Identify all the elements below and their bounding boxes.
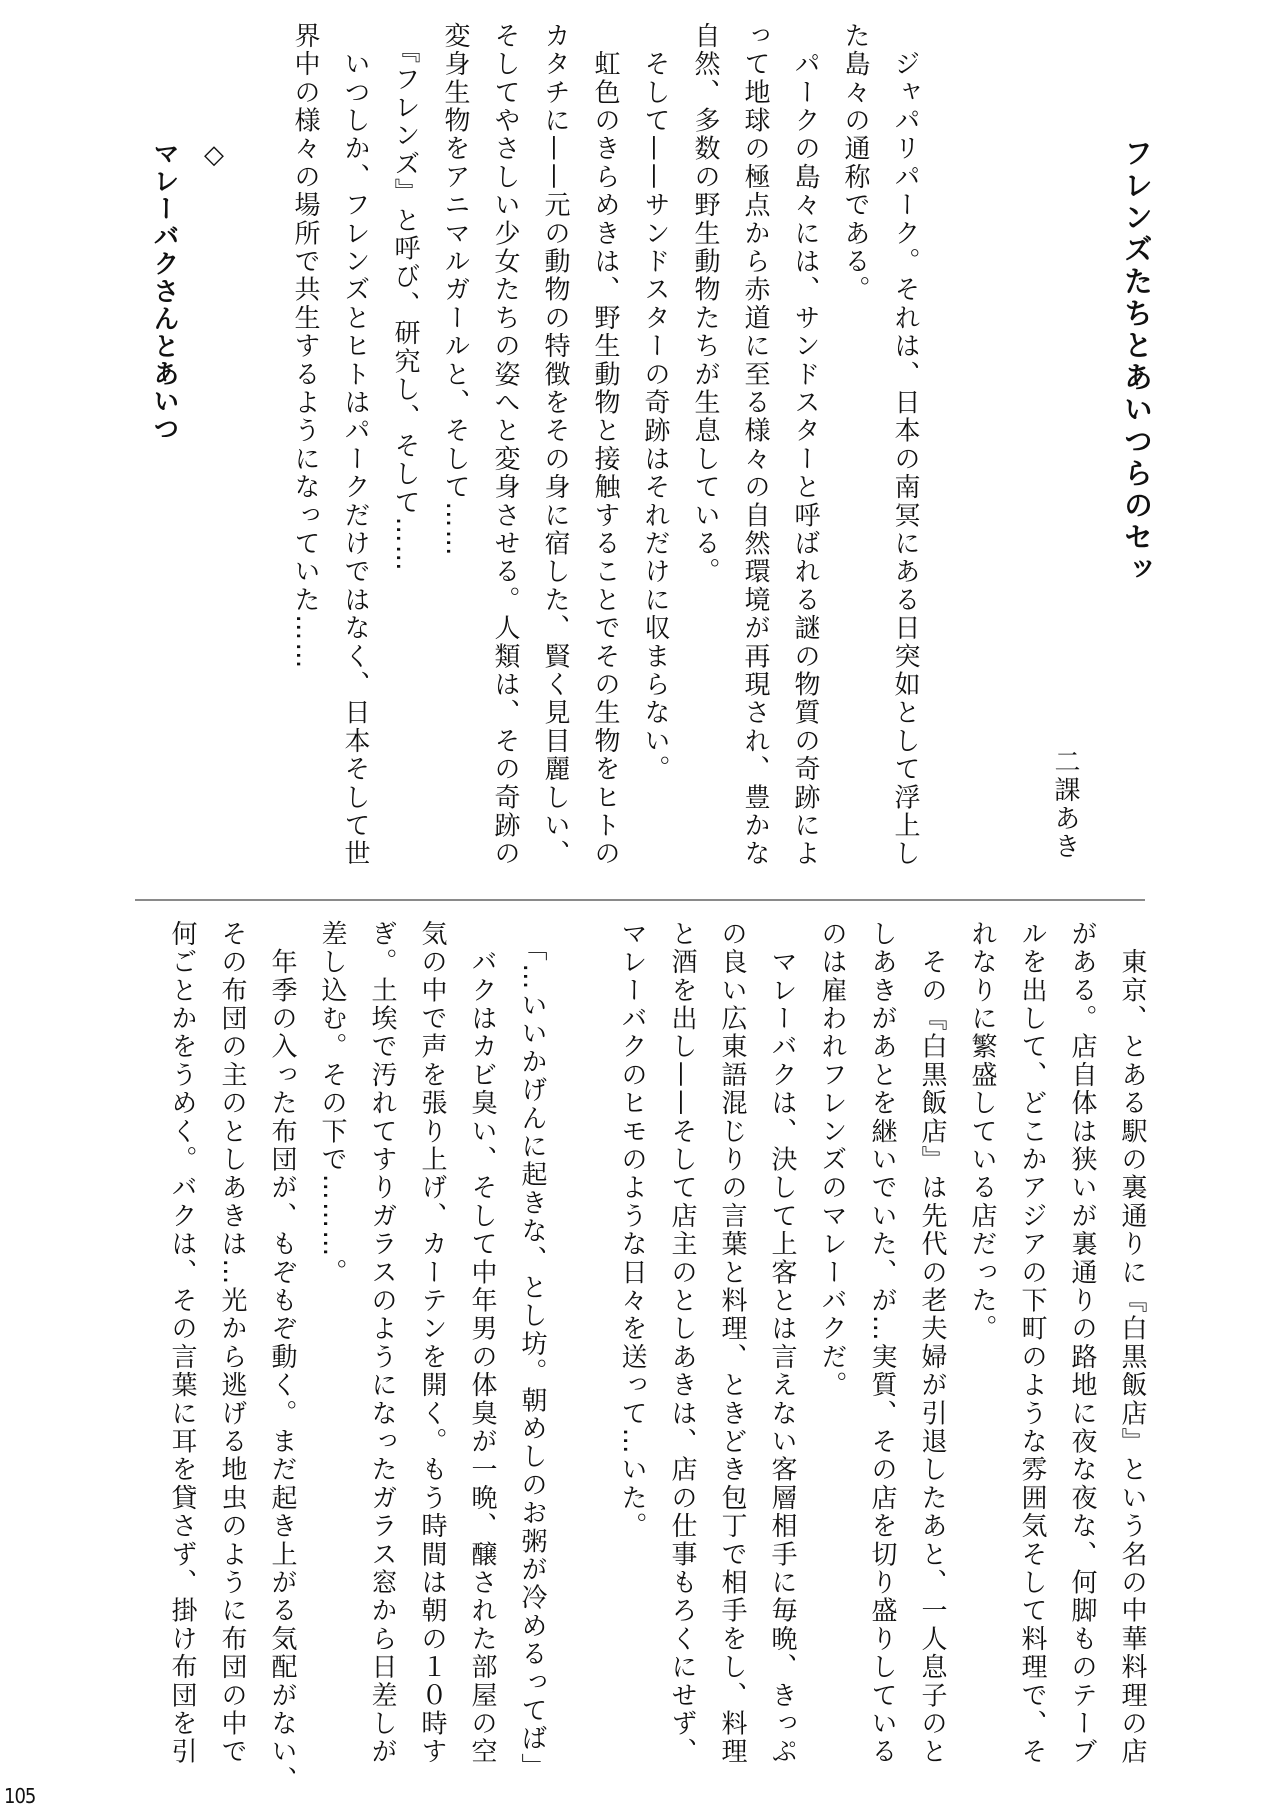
text-line: がある。店自体は狭いが裏通りの路地に夜な夜な、何脚ものテーブ — [1067, 920, 1097, 1766]
author-name: 二課あき — [1050, 748, 1080, 861]
text-line: 差し込む。その下で………。 — [317, 920, 347, 1287]
text-line: 年季の入った布団が、もぞもぞ動く。まだ起き上がる気配がない、 — [267, 920, 297, 1795]
text-line: 「…いいかげんに起きな、とし坊。朝めしのお粥が冷めるってば」 — [517, 920, 547, 1782]
text-line: そして——サンドスターの奇跡はそれだけに収まらない。 — [640, 22, 670, 784]
section-heading — [149, 140, 239, 443]
story-title: フレンズたちとあいつらのセッ — [1120, 138, 1154, 586]
text-line: れなりに繁盛している店だった。 — [967, 920, 997, 1343]
text-line: 虹色のきらめきは、野生動物と接触することでその生物をヒトの — [590, 22, 620, 868]
text-line: 『フレンズ』と呼び、研究し、そして…… — [390, 22, 420, 573]
text-line: のは雇われフレンズのマレーバクだ。 — [817, 920, 847, 1400]
text-line: その布団の主のとしあきは…光から逃げる地虫のように布団の中で — [217, 920, 247, 1766]
story-text-block — [157, 920, 1157, 1795]
text-line: 気の中で声を張り上げ、カーテンを開く。もう時間は朝の１０時す — [417, 920, 447, 1766]
section-heading-text: マレーバクさんとあいつ — [149, 140, 179, 443]
text-line: マレーバクのヒモのような日々を送って…いた。 — [617, 920, 647, 1541]
text-line: 変身生物をアニマルガールと、そして…… — [440, 22, 470, 558]
diamond-icon: ◇ — [199, 140, 229, 172]
text-line: ぎ。土埃で汚れてすりガラスのようになったガラス窓から日差しが — [367, 920, 397, 1766]
text-line: そしてやさしい少女たちの姿へと変身させる。人類は、その奇跡の — [490, 22, 520, 868]
text-line: 界中の様々の場所で共生するようになっていた…… — [290, 22, 320, 671]
text-line: その『白黒飯店』は先代の老夫婦が引退したあと、一人息子のと — [917, 920, 947, 1766]
text-line: 自然、多数の野生動物たちが生息している。 — [690, 22, 720, 586]
text-line — [557, 920, 607, 1790]
text-line: パークの島々には、サンドスターと呼ばれる謎の物質の奇跡によ — [790, 22, 820, 868]
text-line: ルを出して、どこかアジアの下町のような雰囲気そして料理で、そ — [1017, 920, 1047, 1766]
text-line: 何ごとかをうめく。バクは、その言葉に耳を貸さず、掛け布団を引 — [167, 920, 197, 1766]
text-line: カタチに——元の動物の特徴をその身に宿した、賢く見目麗しい、 — [540, 22, 570, 868]
text-line: いつしか、フレンズとヒトはパークだけではなく、日本そして世 — [340, 22, 370, 868]
text-line: って地球の極点から赤道に至る様々の自然環境が再現され、豊かな — [740, 22, 770, 868]
text-line: の良い広東語混じりの言葉と料理、ときどき包丁で相手をし、料理 — [717, 920, 747, 1766]
text-line: バクはカビ臭い、そして中年男の体臭が一晩、醸された部屋の空 — [467, 920, 497, 1766]
text-line: マレーバクは、決して上客とは言えない客層相手に毎晩、きっぷ — [767, 920, 797, 1766]
text-line: た島々の通称である。 — [840, 22, 870, 304]
page-number: 105 — [4, 1784, 36, 1808]
section-divider — [135, 899, 1145, 901]
text-line: しあきがあとを継いでいた、が…実質、その店を切り盛りしている — [867, 920, 897, 1766]
text-line: ジャパリパーク。それは、日本の南冥にある日突如として浮上し — [890, 22, 920, 868]
intro-text-block — [280, 22, 930, 882]
text-line: と酒を出し——そして店主のとしあきは、店の仕事もろくにせず、 — [667, 920, 697, 1766]
text-line: 東京、とある駅の裏通りに『白黒飯店』という名の中華料理の店 — [1117, 920, 1147, 1766]
